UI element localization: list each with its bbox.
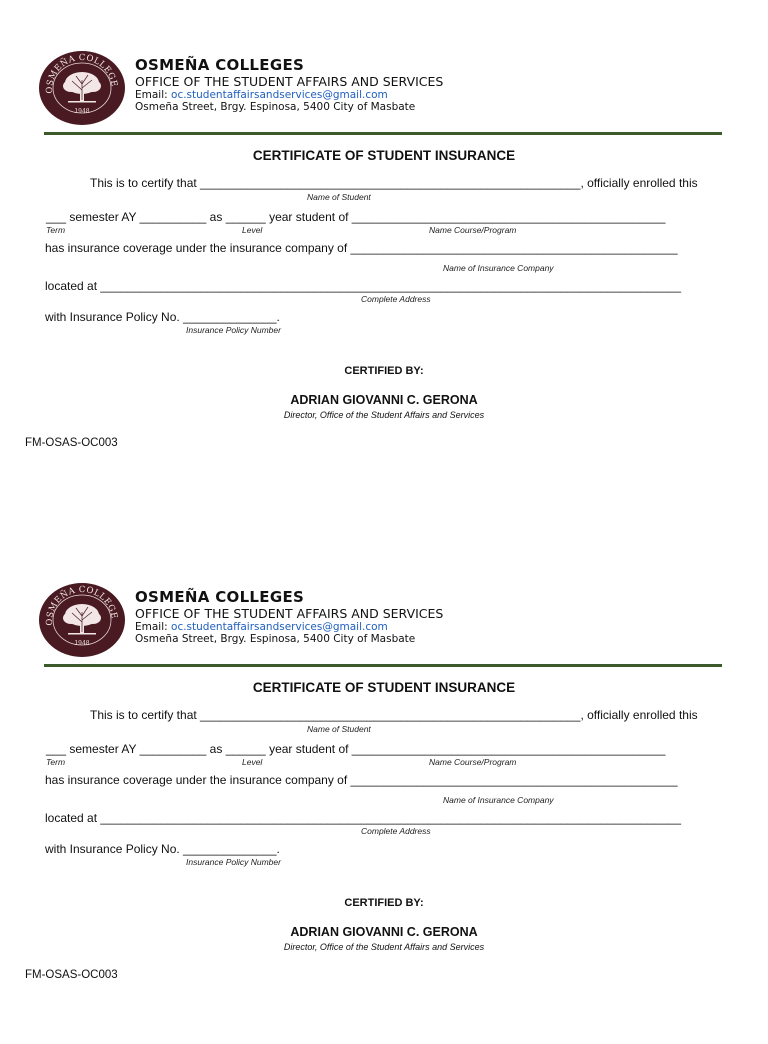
certified-by-label: CERTIFIED BY: xyxy=(344,897,424,909)
caption-level: Level xyxy=(242,225,263,235)
signer-name: ADRIAN GIOVANNI C. GERONA xyxy=(290,393,478,407)
form-number: FM-OSAS-OC003 xyxy=(25,969,118,981)
certificate-copy-top xyxy=(0,0,768,512)
line-located: located at _______________________________________________________________________________________ xyxy=(45,811,681,825)
line-certify: This is to certify that _________________________________________________________, officially enrolled this xyxy=(90,708,698,722)
caption-student-name: Name of Student xyxy=(307,192,371,202)
certified-by-label: CERTIFIED BY: xyxy=(344,365,424,377)
caption-term: Term xyxy=(46,225,66,235)
seal-text: OSMEÑA COLLEGE xyxy=(44,584,119,626)
form-number: FM-OSAS-OC003 xyxy=(25,437,118,449)
line-semester: ___ semester AY __________ as ______ year student of _______________________________________________ xyxy=(46,210,666,224)
seal-year: 1948 xyxy=(74,640,90,647)
line-policy: with Insurance Policy No. ______________. xyxy=(45,842,280,856)
office-name: OFFICE OF THE STUDENT AFFAIRS AND SERVICES xyxy=(135,74,444,89)
caption-address: Complete Address xyxy=(361,826,431,836)
email-line xyxy=(135,89,388,101)
school-seal xyxy=(38,582,126,658)
line-policy: with Insurance Policy No. ______________. xyxy=(45,310,280,324)
school-address: Osmeña Street, Brgy. Espinosa, 5400 City of Masbate xyxy=(135,633,416,645)
header-divider xyxy=(44,132,722,135)
line-insurance: has insurance coverage under the insurance company of _________________________________________________ xyxy=(45,773,678,787)
seal-text: OSMEÑA COLLEGE xyxy=(44,52,119,94)
caption-level: Level xyxy=(242,757,263,767)
certificate-title: CERTIFICATE OF STUDENT INSURANCE xyxy=(252,680,516,695)
caption-policy: Insurance Policy Number xyxy=(186,857,281,867)
caption-course: Name Course/Program xyxy=(429,225,517,235)
email-label: Email: xyxy=(135,621,172,633)
line-certify: This is to certify that _________________________________________________________, officially enrolled this xyxy=(90,176,698,190)
school-address: Osmeña Street, Brgy. Espinosa, 5400 City of Masbate xyxy=(135,101,416,113)
email-line xyxy=(135,621,388,633)
office-name: OFFICE OF THE STUDENT AFFAIRS AND SERVICES xyxy=(135,606,444,621)
line-insurance: has insurance coverage under the insurance company of _________________________________________________ xyxy=(45,241,678,255)
email-link[interactable]: oc.studentaffairsandservices@gmail.com xyxy=(171,89,388,101)
email-link[interactable]: oc.studentaffairsandservices@gmail.com xyxy=(171,621,388,633)
caption-company: Name of Insurance Company xyxy=(443,263,554,273)
caption-policy: Insurance Policy Number xyxy=(186,325,281,335)
header-divider xyxy=(44,664,722,667)
line-located: located at _______________________________________________________________________________________ xyxy=(45,279,681,293)
caption-term: Term xyxy=(46,757,66,767)
certificate-title: CERTIFICATE OF STUDENT INSURANCE xyxy=(252,148,516,163)
caption-address: Complete Address xyxy=(361,294,431,304)
caption-student-name: Name of Student xyxy=(307,724,371,734)
certificate-copy-bottom xyxy=(0,532,768,1044)
caption-course: Name Course/Program xyxy=(429,757,517,767)
email-label: Email: xyxy=(135,89,172,101)
signer-name: ADRIAN GIOVANNI C. GERONA xyxy=(290,925,478,939)
signer-role: Director, Office of the Student Affairs and Services xyxy=(283,942,485,952)
school-seal xyxy=(38,50,126,126)
seal-year: 1948 xyxy=(74,108,90,115)
line-semester: ___ semester AY __________ as ______ year student of _______________________________________________ xyxy=(46,742,666,756)
caption-company: Name of Insurance Company xyxy=(443,795,554,805)
school-name: OSMEÑA COLLEGES xyxy=(135,588,305,606)
signer-role: Director, Office of the Student Affairs and Services xyxy=(283,410,485,420)
school-name: OSMEÑA COLLEGES xyxy=(135,56,305,74)
